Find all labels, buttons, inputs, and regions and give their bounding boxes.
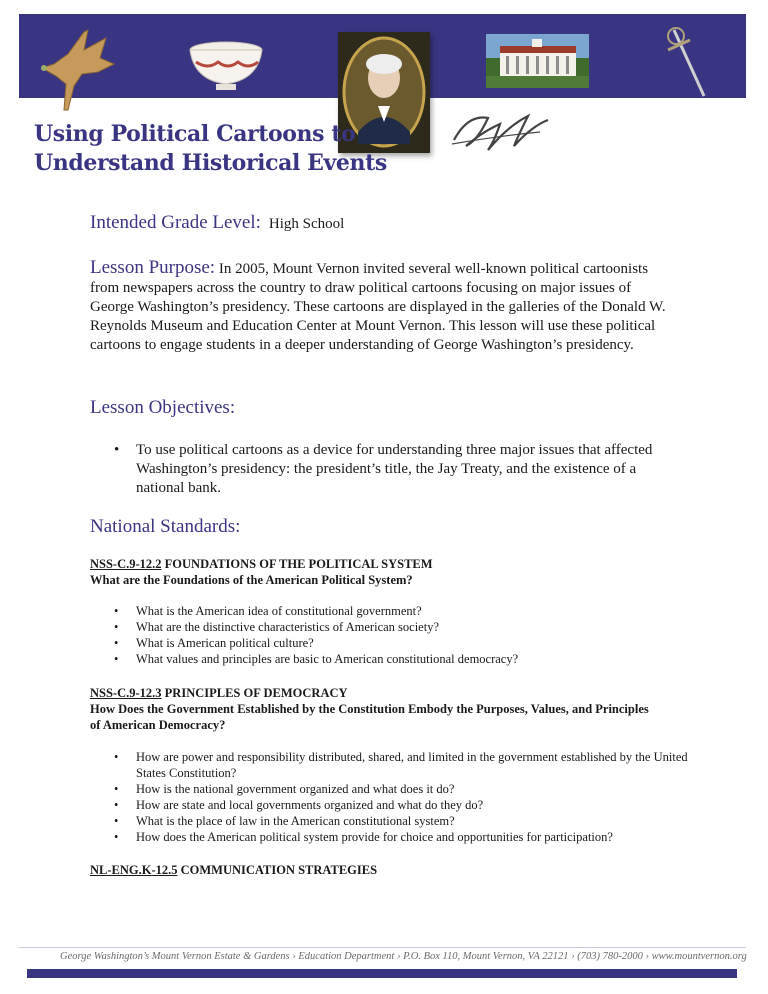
- signature-mark: [448, 106, 552, 154]
- standards-heading: [90, 516, 670, 538]
- list-item: • How are power and responsibility distributed, shared, and limited in the government established by the United States Constitution?: [136, 749, 690, 781]
- objectives-label: Lesson Objectives:: [90, 397, 236, 418]
- mansion-photo: [486, 34, 589, 88]
- standard-code: NL-ENG.K-12.5: [90, 863, 178, 877]
- standard-code: NSS-C.9-12.2: [90, 557, 162, 571]
- purpose-text: In 2005, Mount Vernon invited several well-known political cartoonists from newspapers across the country to draw political cartoons focusing on major issues of George Washington’s presidency. These cartoons are displayed in the galleries of the Donald W. Reynolds Museum and Education Center at Mount Vernon. This lesson will use these political cartoons to engage students in a deeper understanding of George Washington’s presidency.: [90, 261, 666, 353]
- standard-name: FOUNDATIONS OF THE POLITICAL SYSTEM: [161, 557, 433, 571]
- page-title: [34, 120, 387, 178]
- standard-group-2-list-wrap: [90, 749, 690, 845]
- list-item: • What values and principles are basic to American constitutional democracy?: [136, 651, 670, 667]
- standard-question: How Does the Government Established by the Constitution Embody the Purposes, Values, and Principles of American Democracy?: [90, 702, 649, 732]
- objectives-list-wrap: [90, 441, 670, 498]
- standard-name: COMMUNICATION STRATEGIES: [177, 863, 378, 877]
- standard-group-2-list: [90, 749, 690, 845]
- standard-group-1-list-wrap: [90, 603, 670, 667]
- objectives-list: [90, 441, 670, 498]
- standard-title: [90, 685, 670, 701]
- list-item: • What is the place of law in the American constitutional system?: [136, 813, 690, 829]
- standard-title: [90, 862, 670, 878]
- list-item: • How is the national government organized and what does it do?: [136, 781, 690, 797]
- porcelain-bowl-icon: [188, 40, 264, 92]
- standard-code: NSS-C.9-12.3: [90, 686, 162, 700]
- standard-group-2: [90, 685, 670, 733]
- standard-title: [90, 556, 670, 572]
- objectives-heading: [90, 397, 670, 419]
- list-item: • What are the distinctive characteristics of American society?: [136, 619, 670, 635]
- list-item: • How does the American political system provide for choice and opportunities for participation?: [136, 829, 690, 845]
- standard-group-1: [90, 556, 670, 588]
- title-line-2: Understand Historical Events: [34, 150, 387, 176]
- standard-group-1-list: [90, 603, 670, 667]
- standard-question: What are the Foundations of the American Political System?: [90, 573, 413, 587]
- footer-address: George Washington’s Mount Vernon Estate & Gardens › Education Department › P.O. Box 110, Mount Vernon, VA 22121 › (703) 780-2000 › www.mountvernon.org: [60, 951, 747, 962]
- purpose-section: [90, 258, 670, 355]
- standards-label: National Standards:: [90, 516, 241, 537]
- title-line-1: Using Political Cartoons to: [34, 121, 356, 147]
- standard-group-3: [90, 862, 670, 878]
- grade-label: Intended Grade Level:: [90, 212, 261, 233]
- standard-name: PRINCIPLES OF DEMOCRACY: [161, 686, 348, 700]
- list-item: • What is the American idea of constitutional government?: [136, 603, 670, 619]
- dove-weathervane-icon: [34, 24, 124, 114]
- sword-icon: [664, 24, 710, 100]
- grade-section: [90, 212, 670, 234]
- purpose-label: Lesson Purpose:: [90, 257, 216, 278]
- footer-divider: [19, 947, 746, 948]
- list-item: • To use political cartoons as a device for understanding three major issues that affected Washington’s presidency: the president’s title, the Jay Treaty, and the existence of a national bank.: [136, 441, 670, 498]
- footer-bar: [27, 969, 737, 978]
- grade-value: High School: [268, 216, 345, 232]
- list-item: • What is American political culture?: [136, 635, 670, 651]
- list-item: • How are state and local governments organized and what do they do?: [136, 797, 690, 813]
